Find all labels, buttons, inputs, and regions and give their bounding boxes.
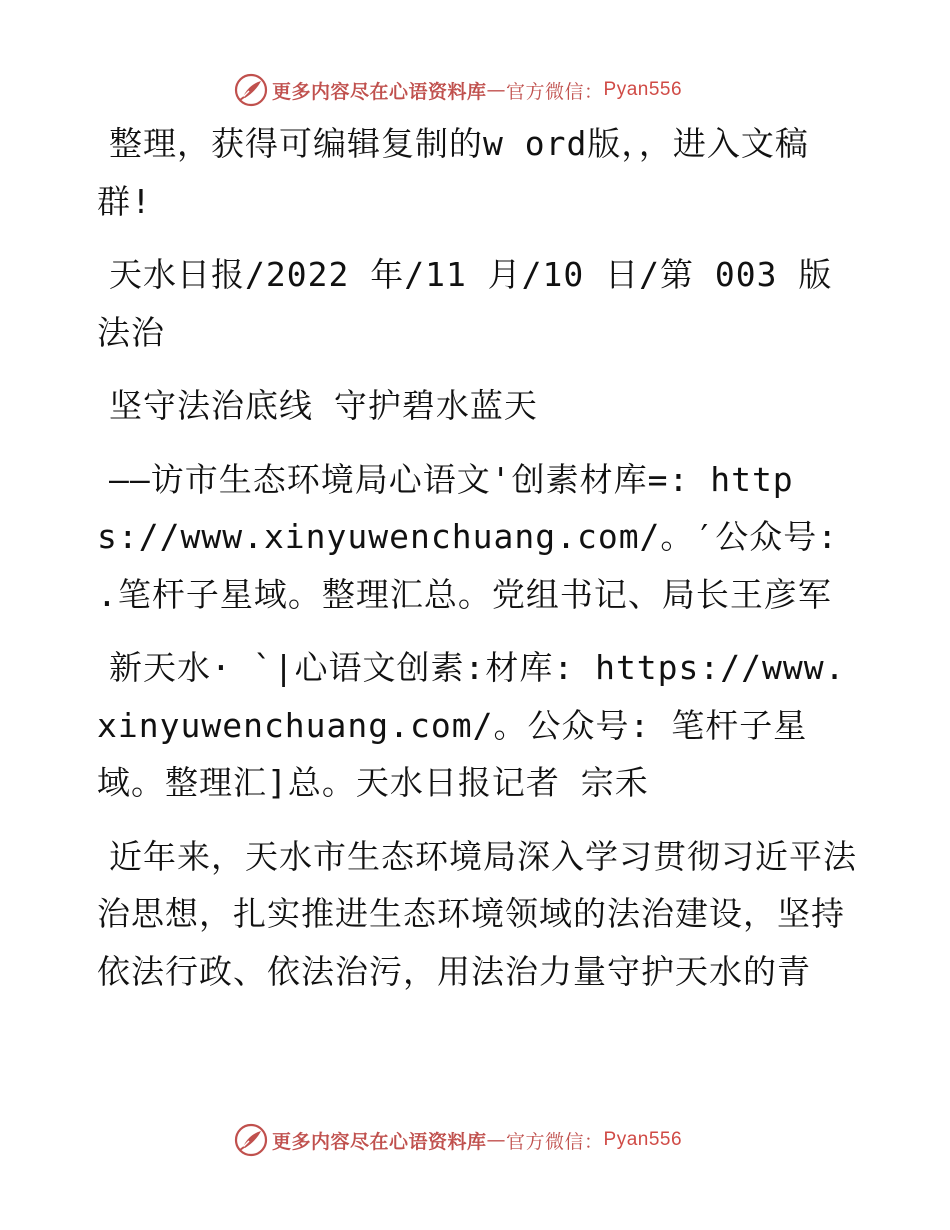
quill-logo-icon: [234, 1123, 268, 1157]
header-banner: [234, 70, 682, 110]
article-title: [97, 377, 857, 435]
banner-separator: —: [486, 79, 507, 101]
quill-logo-icon: [234, 73, 268, 107]
article-subtitle-text: ——访市生态环境局心语文'创素材库=: https://www.xinyuwenchuang.com/。′公众号: .笔杆子星域。整理汇总。党组书记、局长王彦军: [97, 459, 839, 614]
body-paragraph-text: 近年来，天水市生态环境局深入学习贯彻习近平法治思想，扎实推进生态环境领域的法治建设，坚持依法行政、依法治污，用法治力量守护天水的青: [97, 836, 857, 991]
body-paragraph: [97, 828, 857, 1001]
source-line: [97, 246, 857, 361]
banner-wechat-label: 官方微信：: [506, 80, 604, 103]
banner-separator: —: [486, 1129, 507, 1151]
byline: [97, 639, 857, 812]
banner-title: 更多内容尽在心语资料库: [272, 1130, 487, 1153]
footer-banner: [234, 1120, 682, 1160]
intro-paragraph: [97, 115, 857, 230]
article-title-text: 坚守法治底线 守护碧水蓝天: [109, 386, 538, 425]
banner-title: 更多内容尽在心语资料库: [272, 80, 487, 103]
source-text: 天水日报/2022 年/11 月/10 日/第 003 版法治: [97, 255, 833, 352]
document-body: [97, 115, 857, 1016]
article-subtitle: [97, 451, 857, 624]
byline-text: 新天水· `|心语文创素:材库: https://www.xinyuwenchuang.com/。公众号: 笔杆子星域。整理汇]总。天水日报记者 宗禾: [97, 648, 846, 802]
banner-wechat-id: Pyan556: [603, 79, 683, 100]
intro-text: 整理，获得可编辑复制的w ord版，，进入文稿群!: [97, 124, 809, 221]
banner-wechat-label: 官方微信：: [506, 1130, 604, 1153]
banner-wechat-id: Pyan556: [603, 1129, 683, 1150]
